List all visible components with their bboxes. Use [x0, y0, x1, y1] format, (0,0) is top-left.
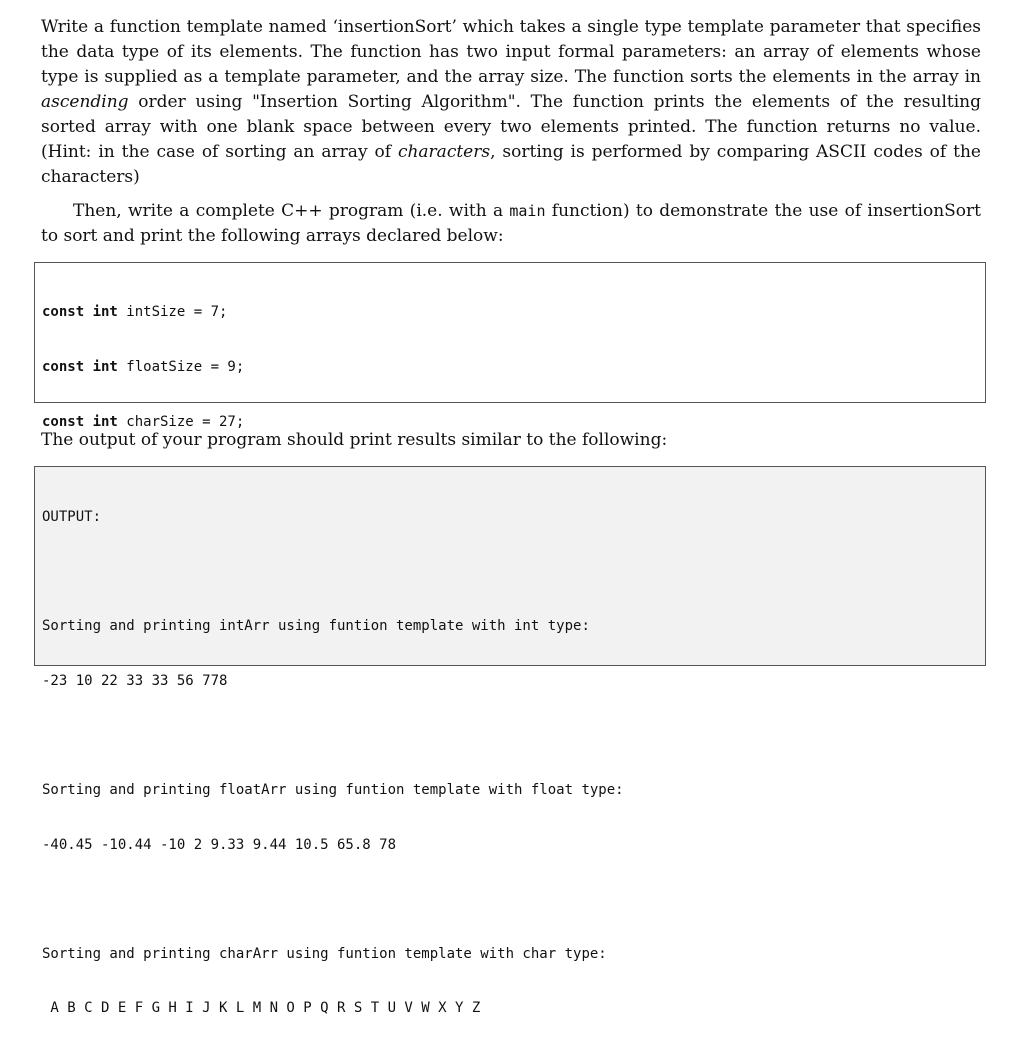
- code-keyword: const int: [42, 359, 118, 376]
- description-text-3: , sorting is performed by comparing ASCII codes of the characters): [41, 142, 981, 187]
- output-int-label: Sorting and printing intArr using funtion template with int type:: [42, 618, 590, 635]
- program-instructions: [41, 199, 981, 249]
- output-block: [34, 466, 986, 1017]
- instructions-text-2: function) to demonstrate the use of insertionSort to sort and print the following arrays declared below:: [41, 201, 981, 246]
- problem-description: [41, 15, 981, 190]
- description-text-2: order using "Insertion Sorting Algorithm". The function prints the elements of the resulting sorted array with one blank space between every two elements printed. The function returns no value. (Hint: in the case of sorting an array of: [41, 92, 981, 162]
- description-text-1: Write a function template named ‘insertionSort’ which takes a single type template parameter that specifies the data type of its elements. The function has two input formal parameters: an array of elements whose type is supplied as a template parameter, and the array size. The function sorts the elements in the array in: [41, 17, 981, 87]
- code-keyword: const int: [42, 304, 118, 321]
- code-text: charSize = 27;: [117, 413, 245, 430]
- code-keyword: const int: [42, 413, 118, 430]
- output-intro: The output of your program should print results similar to the following:: [41, 430, 668, 450]
- code-line: [42, 303, 979, 321]
- code-text: intSize = 7;: [117, 304, 228, 321]
- code-text: floatSize = 9;: [117, 359, 245, 376]
- output-blank-line: [42, 727, 979, 745]
- code-line: [42, 358, 979, 376]
- instructions-text-1: Then, write a complete C++ program (i.e. with a: [73, 201, 510, 221]
- output-int-result: -23 10 22 33 33 56 778: [42, 673, 228, 690]
- output-header: OUTPUT:: [42, 509, 102, 526]
- inline-code-main: main: [509, 202, 546, 220]
- output-float-label: Sorting and printing floatArr using funtion template with float type:: [42, 782, 624, 799]
- code-block: [34, 262, 986, 430]
- output-blank-line: [42, 563, 979, 581]
- emphasis-ascending: ascending: [41, 92, 129, 112]
- output-float-result: -40.45 -10.44 -10 2 9.33 9.44 10.5 65.8 78: [42, 836, 397, 853]
- output-char-label: Sorting and printing charArr using funtion template with char type:: [42, 945, 607, 962]
- output-char-result: A B C D E F G H I J K L M N O P Q R S T U V W X Y Z: [42, 1000, 481, 1017]
- output-blank-line: [42, 890, 979, 908]
- emphasis-characters: characters: [397, 142, 491, 162]
